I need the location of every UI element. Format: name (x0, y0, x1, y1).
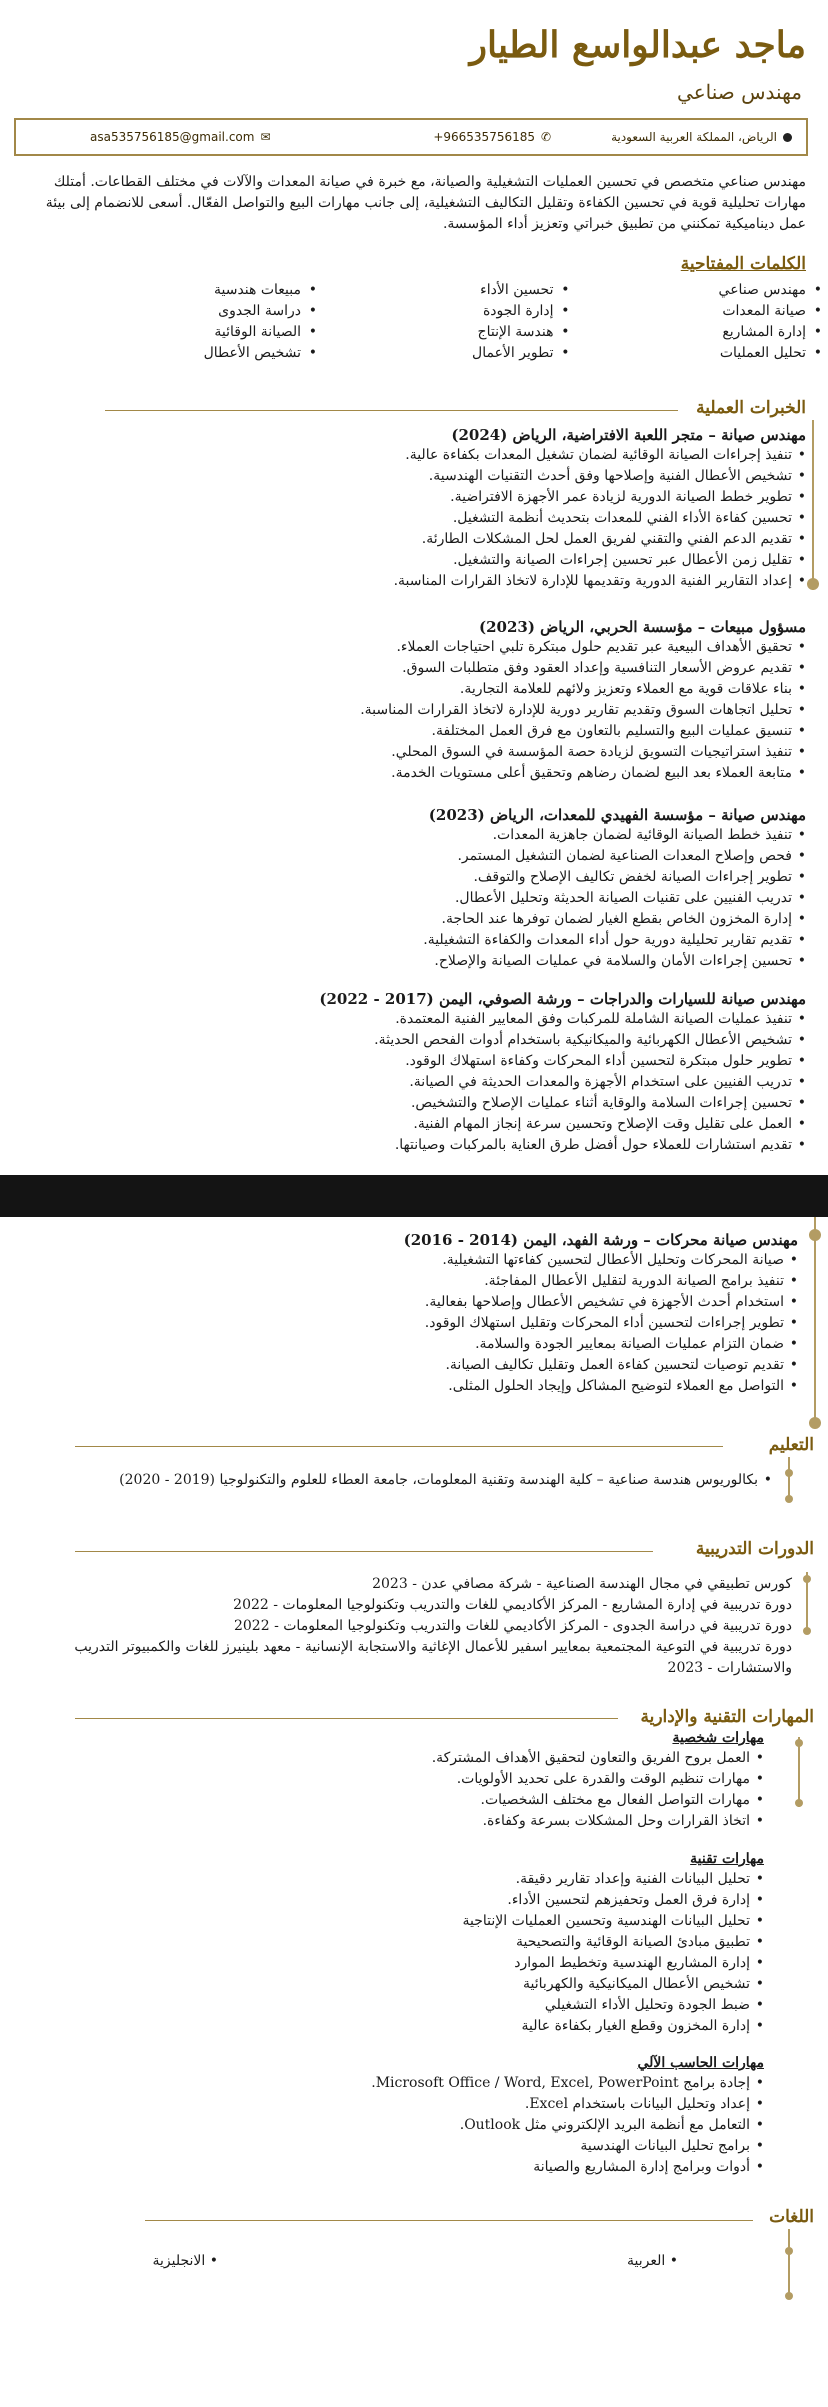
page-1 (0, 0, 828, 1175)
job-item: • صيانة المحركات وتحليل الأعطال لتحسين كفاءتها التشغيلية. (38, 1250, 798, 1271)
keyword-item: • مبيعات هندسية (86, 280, 301, 301)
courses-title: الدورات التدريبية (695, 1539, 814, 1559)
job-5 (38, 1231, 798, 1397)
job-item: • فحص وإصلاح المعدات الصناعية لضمان التشغيل المستمر. (46, 846, 806, 867)
skill-item: • برامج تحليل البيانات الهندسية (371, 2136, 764, 2157)
mail-icon: ✉ (260, 130, 271, 144)
phone-text: +966535756185 (433, 130, 535, 144)
education-title: التعليم (768, 1435, 814, 1455)
job-item: • تنفيذ عمليات الصيانة الشاملة للمركبات وفق المعايير الفنية المعتمدة. (46, 1009, 806, 1030)
language-item-2: • الانجليزية (152, 2253, 218, 2269)
page-2 (0, 1217, 828, 2407)
job-item: • إدارة المخزون الخاص بقطع الغيار لضمان توفرها عند الحاجة. (46, 909, 806, 930)
skill-item: • تشخيص الأعطال الميكانيكية والكهربائية (462, 1974, 764, 1995)
skill-item: • ضبط الجودة وتحليل الأداء التشغيلي (462, 1995, 764, 2016)
keyword-item: • تحليل العمليات (591, 343, 806, 364)
computer-skills-title: مهارات الحاسب الآلي (637, 2055, 764, 2071)
job-item: • متابعة العملاء بعد البيع لضمان رضاهم وتحقيق أعلى مستويات الخدمة. (46, 763, 806, 784)
keyword-item: • تحسين الأداء (339, 280, 554, 301)
keywords-col-2 (339, 280, 554, 364)
keyword-item: • دراسة الجدوى (86, 301, 301, 322)
job-item: • تنفيذ استراتيجيات التسويق لزيادة حصة المؤسسة في السوق المحلي. (46, 742, 806, 763)
job-4 (46, 990, 806, 1156)
job-heading: مهندس صيانة للسيارات والدراجات – ورشة الصوفي، اليمن (2017 - 2022) (319, 990, 806, 1008)
keyword-item: • مهندس صناعي (591, 280, 806, 301)
job-heading: مهندس صيانة محركات – ورشة الفهد، اليمن (2014 - 2016) (403, 1231, 798, 1249)
timeline-dot (803, 1575, 811, 1583)
job-item: • تقديم عروض الأسعار التنافسية وإعداد العقود وفق متطلبات السوق. (46, 658, 806, 679)
skill-item: • إدارة المخزون وقطع الغيار بكفاءة عالية (462, 2016, 764, 2037)
job-item: • تحسين إجراءات الأمان والسلامة في عمليات الصيانة والإصلاح. (46, 951, 806, 972)
timeline-dot (785, 1469, 793, 1477)
phone-icon: ✆ (541, 130, 552, 144)
contact-location (611, 130, 792, 144)
skill-item: • أدوات وبرامج إدارة المشاريع والصيانة (371, 2157, 764, 2178)
keyword-item: • إدارة الجودة (339, 301, 554, 322)
skill-item: • التعامل مع أنظمة البريد الإلكتروني مثل Outlook. (371, 2115, 764, 2136)
job-2 (46, 618, 806, 784)
skill-item: • العمل بروح الفريق والتعاون لتحقيق الأهداف المشتركة. (432, 1748, 764, 1769)
job-heading: مهندس صيانة – مؤسسة الفهيدي للمعدات، الرياض (2023) (428, 806, 806, 824)
timeline-line (814, 1217, 816, 1427)
job-item: • العمل على تقليل وقت الإصلاح وتحسين سرعة إنجاز المهام الفنية. (46, 1114, 806, 1135)
language-name: الانجليزية (152, 2253, 206, 2269)
job-item: • إعداد التقارير الفنية الدورية وتقديمها للإدارة لاتخاذ القرارات المناسبة. (46, 571, 806, 592)
skills-computer-block (371, 2053, 764, 2178)
keyword-item: • إدارة المشاريع (591, 322, 806, 343)
location-dot-icon (783, 133, 792, 142)
job-item: • تقليل زمن الأعطال عبر تحسين إجراءات الصيانة والتشغيل. (46, 550, 806, 571)
skill-item: • مهارات التواصل الفعال مع مختلف الشخصيات. (432, 1790, 764, 1811)
keyword-item: • الصيانة الوقائية (86, 322, 301, 343)
timeline-dot (807, 578, 819, 590)
skills-personal-block (432, 1728, 764, 1832)
keywords-title: الكلمات المفتاحية (680, 254, 806, 274)
email-text: asa535756185@gmail.com (90, 130, 255, 144)
education-item: • بكالوريوس هندسة صناعية – كلية الهندسة وتقنية المعلومات، جامعة العطاء للعلوم والتكنولوجيا (2019 - 2020) (119, 1470, 772, 1491)
contact-phone[interactable] (433, 130, 551, 144)
courses-rule (75, 1551, 653, 1552)
candidate-name: ماجد عبدالواسع الطيار (469, 24, 806, 66)
job-item: • تطوير إجراءات لتحسين أداء المحركات وتقليل استهلاك الوقود. (38, 1313, 798, 1334)
education-block (119, 1470, 772, 1491)
course-item: دورة تدريبية في التوعية المجتمعية بمعايير اسفير للأعمال الإغاثية والاستجابة الإنسانية - معهد بلينيرز للغات والكمبيوتر التدريب والاستشارات - 2023 (74, 1639, 792, 1676)
job-item: • تحقيق الأهداف البيعية عبر تقديم حلول مبتكرة تلبي احتياجات العملاء. (46, 637, 806, 658)
timeline-dot (795, 1799, 803, 1807)
language-item-1: • العربية (627, 2253, 678, 2269)
location-text: الرياض، المملكة العربية السعودية (611, 130, 777, 144)
skills-technical-block (462, 1849, 764, 2037)
languages-title: اللغات (769, 2207, 814, 2227)
keyword-item: • صيانة المعدات (591, 301, 806, 322)
job-item: • ضمان التزام عمليات الصيانة بمعايير الجودة والسلامة. (38, 1334, 798, 1355)
keyword-item: • تشخيص الأعطال (86, 343, 301, 364)
job-item: • تنفيذ خطط الصيانة الوقائية لضمان جاهزية المعدات. (46, 825, 806, 846)
job-item: • تدريب الفنيين على تقنيات الصيانة الحديثة وتحليل الأعطال. (46, 888, 806, 909)
job-item: • تطوير إجراءات الصيانة لخفض تكاليف الإصلاح والتوقف. (46, 867, 806, 888)
timeline-dot (809, 1229, 821, 1241)
job-item: • تنسيق عمليات البيع والتسليم بالتعاون مع فرق العمل المختلفة. (46, 721, 806, 742)
job-heading: مسؤول مبيعات – مؤسسة الحربي، الرياض (2023) (479, 618, 806, 636)
job-item: • تنفيذ برامج الصيانة الدورية لتقليل الأعطال المفاجئة. (38, 1271, 798, 1292)
skill-item: • مهارات تنظيم الوقت والقدرة على تحديد الأولويات. (432, 1769, 764, 1790)
course-item: دورة تدريبية في دراسة الجدوى - المركز الأكاديمي للغات والتدريب وتكنولوجيا المعلومات - 2022 (233, 1618, 792, 1634)
contact-email[interactable] (90, 130, 271, 144)
education-rule (75, 1446, 723, 1447)
timeline-dot (785, 1495, 793, 1503)
job-item: • تقديم تقارير تحليلية دورية حول أداء المعدات والكفاءة التشغيلية. (46, 930, 806, 951)
skill-item: • إجادة برامج Microsoft Office / Word, Excel, PowerPoint. (371, 2073, 764, 2094)
skills-rule (75, 1718, 618, 1719)
experience-title: الخبرات العملية (696, 398, 806, 418)
job-item: • تقديم استشارات للعملاء حول أفضل طرق العناية بالمركبات وصيانتها. (46, 1135, 806, 1156)
job-item: • تقديم توصيات لتحسين كفاءة العمل وتقليل تكاليف الصيانة. (38, 1355, 798, 1376)
job-item: • تشخيص الأعطال الكهربائية والميكانيكية باستخدام أدوات الفحص الحديثة. (46, 1030, 806, 1051)
job-item: • بناء علاقات قوية مع العملاء وتعزيز ولائهم للعلامة التجارية. (46, 679, 806, 700)
job-1 (46, 426, 806, 592)
keywords-col-3 (86, 280, 301, 364)
course-item: دورة تدريبية في إدارة المشاريع - المركز الأكاديمي للغات والتدريب وتكنولوجيا المعلومات - 2022 (233, 1597, 792, 1613)
keyword-item: • هندسة الإنتاج (339, 322, 554, 343)
experience-rule (105, 410, 678, 411)
job-item: • تطوير حلول مبتكرة لتحسين أداء المحركات وكفاءة استهلاك الوقود. (46, 1051, 806, 1072)
skill-item: • إدارة المشاريع الهندسية وتخطيط الموارد (462, 1953, 764, 1974)
keyword-item: • تطوير الأعمال (339, 343, 554, 364)
skill-item: • تحليل البيانات الهندسية وتحسين العمليات الإنتاجية (462, 1911, 764, 1932)
timeline-dot (785, 2292, 793, 2300)
skill-item: • إدارة فرق العمل وتحفيزهم لتحسين الأداء. (462, 1890, 764, 1911)
personal-skills-title: مهارات شخصية (672, 1730, 764, 1746)
courses-block (2, 1574, 792, 1679)
job-item: • استخدام أحدث الأجهزة في تشخيص الأعطال وإصلاحها بفعالية. (38, 1292, 798, 1313)
language-name: العربية (627, 2253, 666, 2269)
candidate-role: مهندس صناعي (677, 80, 802, 104)
job-item: • تنفيذ إجراءات الصيانة الوقائية لضمان تشغيل المعدات بكفاءة عالية. (46, 445, 806, 466)
job-item: • تحليل اتجاهات السوق وتقديم تقارير دورية للإدارة لاتخاذ القرارات المناسبة. (46, 700, 806, 721)
job-item: • التواصل مع العملاء لتوضيح المشاكل وإيجاد الحلول المثلى. (38, 1376, 798, 1397)
timeline-line (812, 420, 814, 590)
profile-summary: مهندس صناعي متخصص في تحسين العمليات التشغيلية والصيانة، مع خبرة في صيانة المعدات والآلات في مختلف القطاعات. أمتلك مهارات تحليلية قوية في تحسين الكفاءة وتقليل التكاليف التشغيلية، إلى جانب مهارات البيع والتواصل الفعّال. أسعى للانضمام إلى بيئة عمل ديناميكية تمكنني من تطبيق خبراتي وتعزيز أداء المؤسسة. (45, 174, 806, 232)
job-item: • تقديم الدعم الفني والتقني لفريق العمل لحل المشكلات الطارئة. (46, 529, 806, 550)
job-3 (46, 806, 806, 972)
timeline-dot (795, 1739, 803, 1747)
technical-skills-title: مهارات تقنية (690, 1851, 764, 1867)
timeline-line (788, 2229, 790, 2299)
contact-bar (14, 118, 808, 156)
skill-item: • تطبيق مبادئ الصيانة الوقائية والتصحيحية (462, 1932, 764, 1953)
job-item: • تحسين كفاءة الأداء الفني للمعدات بتحديث أنظمة التشغيل. (46, 508, 806, 529)
job-heading: مهندس صيانة – متجر اللعبة الافتراضية، الرياض (2024) (451, 426, 806, 444)
skill-item: • اتخاذ القرارات وحل المشكلات بسرعة وكفاءة. (432, 1811, 764, 1832)
timeline-dot (785, 2247, 793, 2255)
keywords-col-1 (591, 280, 806, 364)
languages-rule (145, 2220, 753, 2221)
timeline-dot (803, 1627, 811, 1635)
skill-item: • تحليل البيانات الفنية وإعداد تقارير دقيقة. (462, 1869, 764, 1890)
timeline-line (798, 1737, 800, 1807)
job-item: • تدريب الفنيين على استخدام الأجهزة والمعدات الحديثة في الصيانة. (46, 1072, 806, 1093)
keywords-grid (86, 280, 806, 364)
skills-title: المهارات التقنية والإدارية (640, 1707, 814, 1727)
job-item: • تطوير خطط الصيانة الدورية لزيادة عمر الأجهزة الافتراضية. (46, 487, 806, 508)
timeline-dot (809, 1417, 821, 1429)
page-gap (0, 1175, 828, 1217)
course-item: كورس تطبيقي في مجال الهندسة الصناعية - شركة مصافي عدن - 2023 (372, 1576, 792, 1592)
skill-item: • إعداد وتحليل البيانات باستخدام Excel. (371, 2094, 764, 2115)
job-item: • تشخيص الأعطال الفنية وإصلاحها وفق أحدث التقنيات الهندسية. (46, 466, 806, 487)
job-item: • تحسين إجراءات السلامة والوقاية أثناء عمليات الإصلاح والتشخيص. (46, 1093, 806, 1114)
